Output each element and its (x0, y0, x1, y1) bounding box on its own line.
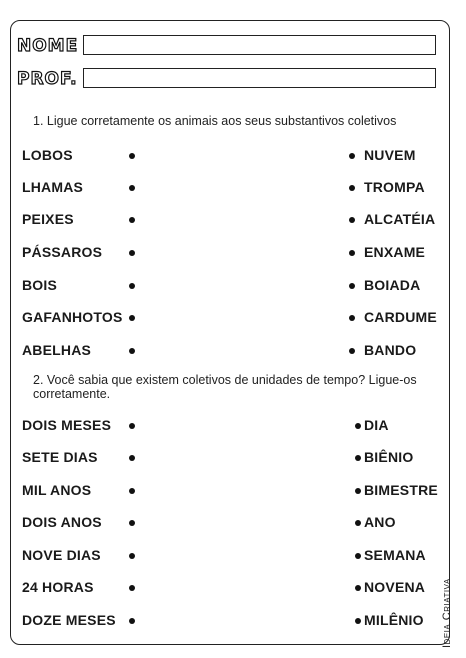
q2-left-item: DOIS MESES (22, 417, 112, 433)
q1-right-item: BOIADA (364, 277, 421, 293)
q2-left-item: 24 HORAS (22, 579, 94, 595)
q1-right-item: NUVEM (364, 147, 416, 163)
q2-right-item: BIMESTRE (364, 482, 438, 498)
q1-left-item: LHAMAS (22, 179, 84, 195)
q2-right-dot[interactable] (355, 520, 361, 526)
q1-right-dot[interactable] (349, 217, 355, 223)
q1-left-dot[interactable] (129, 217, 135, 223)
q2-right-item: NOVENA (364, 579, 426, 595)
q1-left-item: ABELHAS (22, 342, 92, 358)
q1-right-item: CARDUME (364, 309, 437, 325)
q1-right-dot[interactable] (349, 348, 355, 354)
q2-left-item: DOIS ANOS (22, 514, 102, 530)
q2-right-item: SEMANA (364, 547, 426, 563)
q2-right-item: DIA (364, 417, 389, 433)
q2-left-dot[interactable] (129, 423, 135, 429)
q1-right-dot[interactable] (349, 315, 355, 321)
q1-left-dot[interactable] (129, 185, 135, 191)
q1-left-item: PEIXES (22, 211, 74, 227)
q1-right-dot[interactable] (349, 153, 355, 159)
q2-right-dot[interactable] (355, 488, 361, 494)
q2-left-dot[interactable] (129, 585, 135, 591)
q1-left-item: PÁSSAROS (22, 244, 103, 260)
q1-right-dot[interactable] (349, 283, 355, 289)
q2-right-item: ANO (364, 514, 396, 530)
q2-left-item: NOVE DIAS (22, 547, 101, 563)
q1-right-item: BANDO (364, 342, 417, 358)
q2-right-dot[interactable] (355, 585, 361, 591)
q1-right-item: ALCATÉIA (364, 211, 436, 227)
q1-left-dot[interactable] (129, 283, 135, 289)
q1-right-dot[interactable] (349, 185, 355, 191)
name-label: NOME (17, 36, 79, 56)
q2-left-dot[interactable] (129, 488, 135, 494)
q1-left-item: GAFANHOTOS (22, 309, 123, 325)
q2-left-dot[interactable] (129, 553, 135, 559)
teacher-label: PROF. (17, 69, 78, 89)
q1-left-dot[interactable] (129, 315, 135, 321)
q2-right-item: MILÊNIO (364, 612, 424, 628)
q1-left-dot[interactable] (129, 348, 135, 354)
name-field[interactable] (83, 35, 436, 55)
question-1-text: 1. Ligue corretamente os animais aos seus substantivos coletivos (33, 114, 397, 128)
q2-right-dot[interactable] (355, 553, 361, 559)
q2-right-dot[interactable] (355, 423, 361, 429)
q2-left-item: MIL ANOS (22, 482, 92, 498)
q2-right-item: BIÊNIO (364, 449, 414, 465)
q2-left-dot[interactable] (129, 520, 135, 526)
q2-left-dot[interactable] (129, 455, 135, 461)
q1-left-dot[interactable] (129, 153, 135, 159)
q2-left-item: DOZE MESES (22, 612, 116, 628)
q2-left-item: SETE DIAS (22, 449, 98, 465)
watermark-text: Ideia Criativa (441, 578, 453, 648)
teacher-field[interactable] (83, 68, 436, 88)
q1-left-item: BOIS (22, 277, 58, 293)
q1-left-dot[interactable] (129, 250, 135, 256)
q2-left-dot[interactable] (129, 618, 135, 624)
q2-right-dot[interactable] (355, 455, 361, 461)
q1-right-item: TROMPA (364, 179, 425, 195)
question-2-text: 2. Você sabia que existem coletivos de unidades de tempo? Ligue-os corretamente. (33, 373, 417, 401)
q1-right-item: ENXAME (364, 244, 426, 260)
q2-right-dot[interactable] (355, 618, 361, 624)
q1-left-item: LOBOS (22, 147, 73, 163)
q1-right-dot[interactable] (349, 250, 355, 256)
